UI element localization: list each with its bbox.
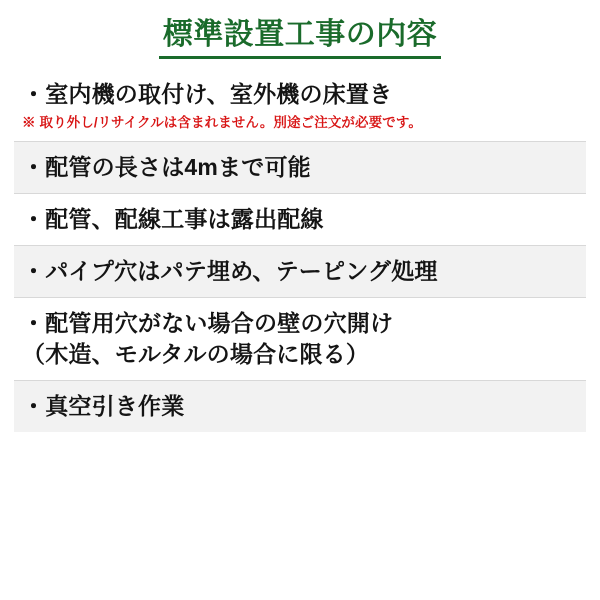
list-item-label: ・パイプ穴はパテ埋め、テーピング処理: [22, 258, 438, 285]
page-title-wrap: [0, 0, 600, 69]
list-item-label: ・配管の長さは4mまで可能: [22, 154, 311, 181]
list-item: [14, 69, 586, 143]
list-item-label: ・真空引き作業: [22, 393, 185, 420]
list-item: [14, 381, 586, 432]
list-item-label-line2: （木造、モルタルの場合に限る）: [22, 341, 370, 368]
list-item-label: ・配管用穴がない場合の壁の穴開け: [22, 310, 394, 337]
page-title: 標準設置工事の内容: [159, 18, 442, 59]
list-item: [14, 142, 586, 194]
list-item: [14, 246, 586, 298]
list-item: [14, 298, 586, 381]
list-item-label: ・配管、配線工事は露出配線: [22, 206, 324, 233]
list-item: [14, 194, 586, 246]
work-items-list: [0, 69, 600, 433]
list-item-label: ・室内機の取付け、室外機の床置き: [22, 80, 393, 107]
list-item-note: ※ 取り外し/リサイクルは含まれません。別途ご注文が必要です。: [22, 114, 422, 130]
